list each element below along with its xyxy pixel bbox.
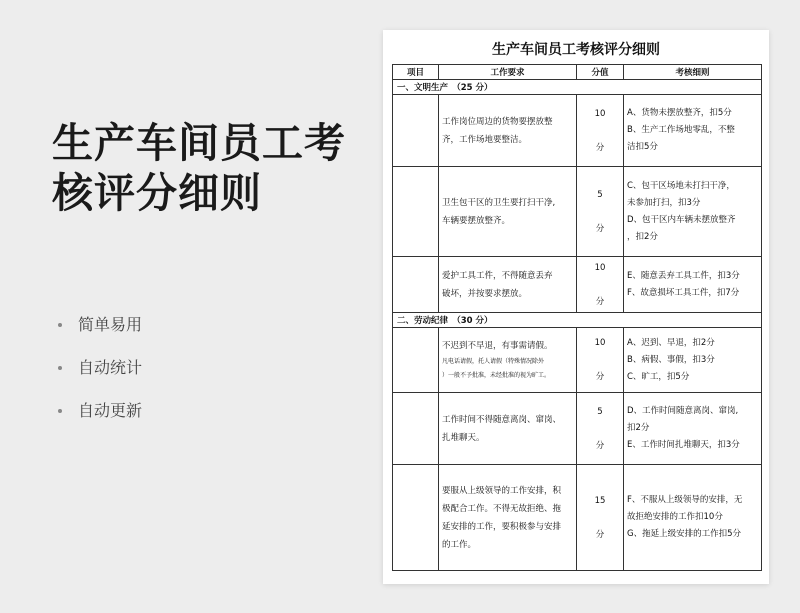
criteria-text: 洁扣5分: [627, 142, 658, 152]
header-project: 项目: [393, 65, 439, 80]
project-cell: [393, 328, 439, 393]
requirement-note: 凡电话请假，托人请假（特殊情况除外: [442, 358, 545, 365]
criteria-text: 扣2分: [627, 423, 650, 433]
criteria-text: A、迟到、早退，扣2分: [627, 337, 715, 348]
score-value: 5: [597, 189, 603, 200]
criteria-text: A、货物未摆放整齐，扣5分: [627, 108, 732, 118]
score-value: 10: [594, 338, 606, 348]
table-row: [393, 257, 762, 313]
score-gap: [580, 122, 620, 140]
table-body: [393, 80, 762, 571]
score-unit: 分: [595, 142, 605, 153]
requirement-text: 扎堆聊天。: [442, 432, 485, 443]
requirement-cell: [439, 257, 577, 313]
score-unit: 分: [595, 372, 605, 382]
criteria-cell: [624, 393, 762, 465]
table-row: [393, 393, 762, 465]
score-gap: [580, 351, 620, 369]
requirement-text: 车辆要摆放整齐。: [442, 215, 511, 226]
section-heading: 一、文明生产 （25 分）: [393, 80, 762, 95]
score-value: 10: [594, 262, 606, 273]
score-gap: [580, 420, 620, 438]
requirement-text: 工作岗位周边的货物要摆放整: [442, 116, 553, 127]
feature-item: 自动统计: [56, 355, 142, 398]
requirement-text: 不迟到不早退，有事需请假。: [442, 341, 553, 351]
criteria-text: F、不服从上级领导的安排，无: [627, 495, 743, 505]
score-value: 5: [597, 406, 603, 417]
requirement-text: 破坏，并按要求摆放。: [442, 288, 528, 299]
score-cell: [577, 257, 624, 313]
feature-list: [56, 312, 142, 441]
criteria-text: D、包干区内车辆未摆放整齐: [627, 214, 736, 225]
criteria-text: F、故意损坏工具工件，扣7分: [627, 287, 740, 298]
criteria-text: E、随意丢弃工具工件，扣3分: [627, 270, 740, 281]
criteria-text: ，扣2分: [627, 231, 658, 242]
table-row: [393, 328, 762, 393]
criteria-text: 未参加打扫，扣3分: [627, 197, 701, 208]
header-criteria: 考核细则: [624, 65, 762, 80]
score-gap: [580, 509, 620, 527]
document-title: 生产车间员工考核评分细则: [492, 42, 660, 58]
project-cell: [393, 257, 439, 313]
section-heading: 二、劳动纪律 （30 分）: [393, 313, 762, 328]
requirement-text: 要服从上级领导的工作安排，积: [442, 485, 562, 496]
table-row: [393, 465, 762, 571]
score-gap: [580, 276, 620, 294]
score-cell: [577, 465, 624, 571]
score-unit: 分: [595, 440, 605, 451]
criteria-cell: [624, 328, 762, 393]
requirement-text: 的工作。: [442, 539, 477, 550]
score-unit: 分: [595, 296, 605, 307]
project-cell: [393, 393, 439, 465]
scoring-table: [392, 64, 762, 571]
score-value: 15: [594, 495, 606, 506]
score-unit: 分: [595, 529, 605, 540]
criteria-cell: [624, 95, 762, 167]
section-row: [393, 313, 762, 328]
requirement-text: 齐，工作场地要整洁。: [442, 134, 528, 145]
header-score: 分值: [577, 65, 624, 80]
criteria-cell: [624, 167, 762, 257]
requirement-text: 延安排的工作，要积极参与安排: [442, 521, 562, 532]
table-row: [393, 95, 762, 167]
hero-title-line-1: 生产车间员工考: [52, 119, 346, 167]
criteria-text: 故拒绝安排的工作扣10分: [627, 512, 723, 522]
criteria-text: C、旷工，扣5分: [627, 371, 690, 382]
hero-title-line-2: 核评分细则: [52, 169, 262, 217]
header-requirement: 工作要求: [439, 65, 577, 80]
feature-item: 自动更新: [56, 398, 142, 441]
section-row: [393, 80, 762, 95]
document-preview: [383, 30, 769, 584]
table-row: [393, 167, 762, 257]
score-value: 10: [594, 108, 606, 119]
score-cell: [577, 393, 624, 465]
table-header-row: [393, 65, 762, 80]
score-cell: [577, 95, 624, 167]
hero-title: [52, 118, 372, 218]
score-cell: [577, 167, 624, 257]
criteria-text: B、生产工作场地零乱，不整: [627, 125, 735, 135]
criteria-text: G、拖延上级安排的工作扣5分: [627, 529, 741, 539]
project-cell: [393, 465, 439, 571]
criteria-cell: [624, 257, 762, 313]
requirement-cell: [439, 465, 577, 571]
requirement-text: 极配合工作。不得无故拒绝、拖: [442, 503, 562, 514]
score-gap: [580, 203, 620, 221]
requirement-text: 工作时间不得随意离岗、窜岗、: [442, 414, 562, 425]
criteria-text: D、工作时间随意离岗、窜岗,: [627, 406, 739, 416]
requirement-cell: [439, 167, 577, 257]
requirement-note: ）一般不予批准，未经批准的视为旷工。: [442, 372, 551, 379]
requirement-cell: [439, 393, 577, 465]
requirement-cell: [439, 95, 577, 167]
project-cell: [393, 95, 439, 167]
project-cell: [393, 167, 439, 257]
requirement-text: 爱护工具工件，不得随意丢弃: [442, 270, 553, 281]
criteria-text: C、包干区场地未打扫干净，: [627, 180, 735, 191]
criteria-cell: [624, 465, 762, 571]
criteria-text: E、工作时间扎堆聊天，扣3分: [627, 440, 740, 450]
score-cell: [577, 328, 624, 393]
requirement-cell: [439, 328, 577, 393]
criteria-text: B、病假、事假，扣3分: [627, 354, 715, 365]
score-unit: 分: [595, 223, 605, 234]
feature-item: 简单易用: [56, 312, 142, 355]
requirement-text: 卫生包干区的卫生要打扫干净,: [442, 197, 556, 208]
